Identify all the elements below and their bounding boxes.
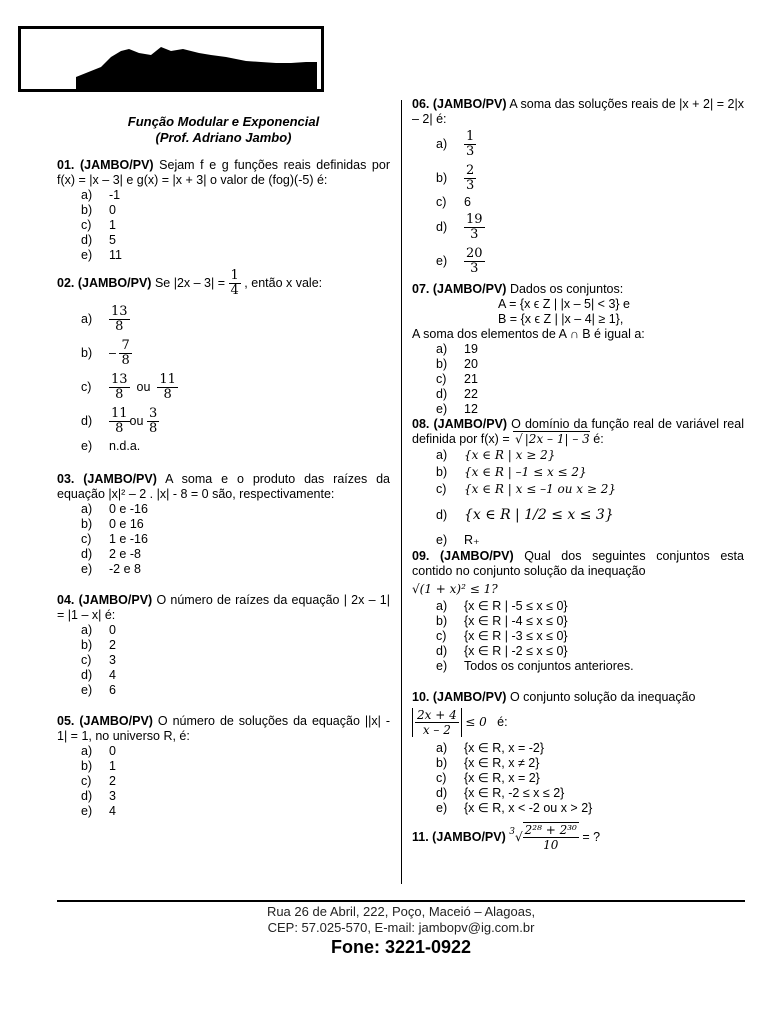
- option-d: d) 22: [436, 387, 478, 401]
- option-e: e) 4: [81, 804, 116, 818]
- option-c: c) {x ∈ R | -3 ≤ x ≤ 0}: [436, 629, 568, 643]
- option-b: b) {x ∈ R | -4 ≤ x ≤ 0}: [436, 614, 568, 628]
- option-b: b) 20: [436, 357, 478, 371]
- option-a: a) {x ∈ R | x ≥ 2}: [436, 448, 556, 462]
- question-07: 07. (JAMBO/PV) Dados os conjuntos: A = {x ϵ Z | |x – 5| < 3} e B = {x ϵ Z | |x – 4| ≥ 1}, A soma dos elementos de A ∩ B é igual a: a) 19 b) 20 c) 21 d) 22 e) 12: [412, 282, 744, 417]
- question-04: 04. (JAMBO/PV) O número de raízes da equação | 2x – 1| = |1 – x| é: a) 0 b) 2 c) 3 d) 4 e) 6: [57, 593, 390, 697]
- logo: [18, 26, 324, 92]
- footer-contact: CEP: 57.025-570, E-mail: jambopv@ig.com.br: [267, 920, 535, 935]
- footer: [57, 904, 745, 958]
- question-08: 08. (JAMBO/PV) O domínio da função real de variável real definida por f(x) = √ |2x – 1| – 3 é: a) {x ∈ R | x ≥ 2} b) {x ∈ R | –1 ≤ x ≤ 2} c) {x ∈ R | x ≤ –1 ou x ≥ 2} d) {x ∈ R | 1/2 ≤ x ≤ 3} e) R₊: [412, 417, 744, 547]
- option-d: d) {x ∈ R | -2 ≤ x ≤ 0}: [436, 644, 568, 658]
- option-b: b) 1: [81, 759, 116, 773]
- question-11: 11. (JAMBO/PV) 3 √ $\frac{\text{2²⁸ + 2³⁰}}{10}$ = ?: [412, 823, 601, 852]
- question-10: 10. (JAMBO/PV) O conjunto solução da inequação $\frac{2x + 4}{x - 2}$ ≤ 0 é: a) {x ∈ R, x = -2} b) {x ∈ R, x ≠ 2} c) {x ∈ R, x = 2} d) {x ∈ R, -2 ≤ x ≤ 2} e) {x ∈ R, x < -2 ou x > 2}: [412, 690, 744, 816]
- option-d: d) 4: [81, 668, 116, 682]
- option-b: b) {x ∈ R, x ≠ 2}: [436, 756, 540, 770]
- option-b: b) 0 e 16: [81, 517, 144, 531]
- option-a: a) -1: [81, 188, 121, 202]
- left-column: [57, 100, 390, 819]
- option-d: d) $\frac{11}{8}$ ou $\frac{3}{8}$: [81, 405, 158, 436]
- option-e: e) 11: [81, 248, 122, 262]
- option-c: c) 1: [81, 218, 116, 232]
- document-title: Função Modular e Exponencial (Prof. Adriano Jambo): [127, 114, 320, 145]
- option-e: e) n.d.a.: [81, 439, 141, 453]
- option-a: a) $\frac{1}{3}$: [436, 128, 475, 159]
- option-a: a) {x ∈ R | -5 ≤ x ≤ 0}: [436, 599, 568, 613]
- column-divider: [401, 100, 402, 884]
- question-06: 06. (JAMBO/PV) A soma das soluções reais de |x + 2| = 2|x – 2| é: a) $\frac{1}{3}$ b) $\frac{2}{3}$ c) 6 d) $\frac{19}{3}$ e) $\frac{20}{3}$: [412, 97, 744, 278]
- option-c: c) {x ∈ R, x = 2}: [436, 771, 540, 785]
- option-d: d) {x ∈ R, -2 ≤ x ≤ 2}: [436, 786, 565, 800]
- mountain-logo-icon: [21, 29, 321, 89]
- option-d: d) 3: [81, 789, 116, 803]
- option-c: c) $\frac{13}{8}$ ou $\frac{11}{8}$: [81, 371, 176, 402]
- option-c: c) {x ∈ R | x ≤ –1 ou x ≥ 2}: [436, 482, 617, 496]
- option-d: d) 2 e -8: [81, 547, 141, 561]
- option-c: c) 1 e -16: [81, 532, 148, 546]
- option-a: a) $\frac{13}{8}$: [81, 303, 128, 334]
- option-d: d) {x ∈ R | 1/2 ≤ x ≤ 3}: [436, 506, 614, 523]
- option-a: a) 19: [436, 342, 478, 356]
- question-02: 02. (JAMBO/PV) Se |2x – 3| = $\frac{1}{4}$ , então x vale: a) $\frac{13}{8}$ b) – $\frac{7}{8}$ c) $\frac{13}{8}$ ou $\frac{11}{8}$ d) $\frac{11}{8}$ ou $\frac{3}{8}$ e) n.d.a.: [57, 269, 390, 454]
- option-e: e) 6: [81, 683, 116, 697]
- option-c: c) 21: [436, 372, 478, 386]
- option-b: b) $\frac{2}{3}$: [436, 162, 475, 193]
- question-03: 03. (JAMBO/PV) A soma e o produto das raízes da equação |x|² – 2 . |x| - 8 = 0 são, respectivamente: a) 0 e -16 b) 0 e 16 c) 1 e -16 d) 2 e -8 e) -2 e 8: [57, 472, 390, 576]
- option-b: b) {x ∈ R | –1 ≤ x ≤ 2}: [436, 465, 587, 479]
- option-a: a) 0: [81, 623, 116, 637]
- option-d: d) $\frac{19}{3}$: [436, 211, 483, 242]
- option-e: e) 12: [436, 402, 478, 416]
- option-a: a) 0: [81, 744, 116, 758]
- option-c: c) 6: [436, 195, 471, 209]
- footer-divider: [57, 900, 745, 902]
- option-c: c) 3: [81, 653, 116, 667]
- option-d: d) 5: [81, 233, 116, 247]
- option-a: a) {x ∈ R, x = -2}: [436, 741, 545, 755]
- question-09: 09. (JAMBO/PV) Qual dos seguintes conjuntos esta contido no conjunto solução da inequação √(1 + x)² ≤ 1? a) {x ∈ R | -5 ≤ x ≤ 0} b) {x ∈ R | -4 ≤ x ≤ 0} c) {x ∈ R | -3 ≤ x ≤ 0} d) {x ∈ R | -2 ≤ x ≤ 0} e) Todos os conjuntos anteriores.: [412, 549, 744, 673]
- option-b: b) 2: [81, 638, 116, 652]
- right-column: [412, 97, 744, 852]
- option-b: b) 0: [81, 203, 116, 217]
- footer-address: Rua 26 de Abril, 222, Poço, Maceió – Alagoas,: [266, 904, 536, 919]
- option-e: e) R₊: [436, 533, 480, 547]
- option-e: e) $\frac{20}{3}$: [436, 245, 483, 276]
- option-e: e) {x ∈ R, x < -2 ou x > 2}: [436, 801, 593, 815]
- option-c: c) 2: [81, 774, 116, 788]
- footer-phone: Fone: 3221-0922: [330, 937, 472, 957]
- option-e: e) -2 e 8: [81, 562, 141, 576]
- question-05: 05. (JAMBO/PV) O número de soluções da equação ||x| - 1| = 1, no universo R, é: a) 0 b) 1 c) 2 d) 3 e) 4: [57, 714, 390, 818]
- option-e: e) Todos os conjuntos anteriores.: [436, 659, 634, 673]
- option-a: a) 0 e -16: [81, 502, 148, 516]
- fraction: $\frac{1}{4}$: [230, 268, 239, 298]
- option-b: b) – $\frac{7}{8}$: [81, 337, 130, 368]
- question-01: 01. (JAMBO/PV) Sejam f e g funções reais definidas por f(x) = |x – 3| e g(x) = |x + 3| o valor de (fog)(-5) é: a) -1 b) 0 c) 1 d) 5 e) 11: [57, 158, 390, 262]
